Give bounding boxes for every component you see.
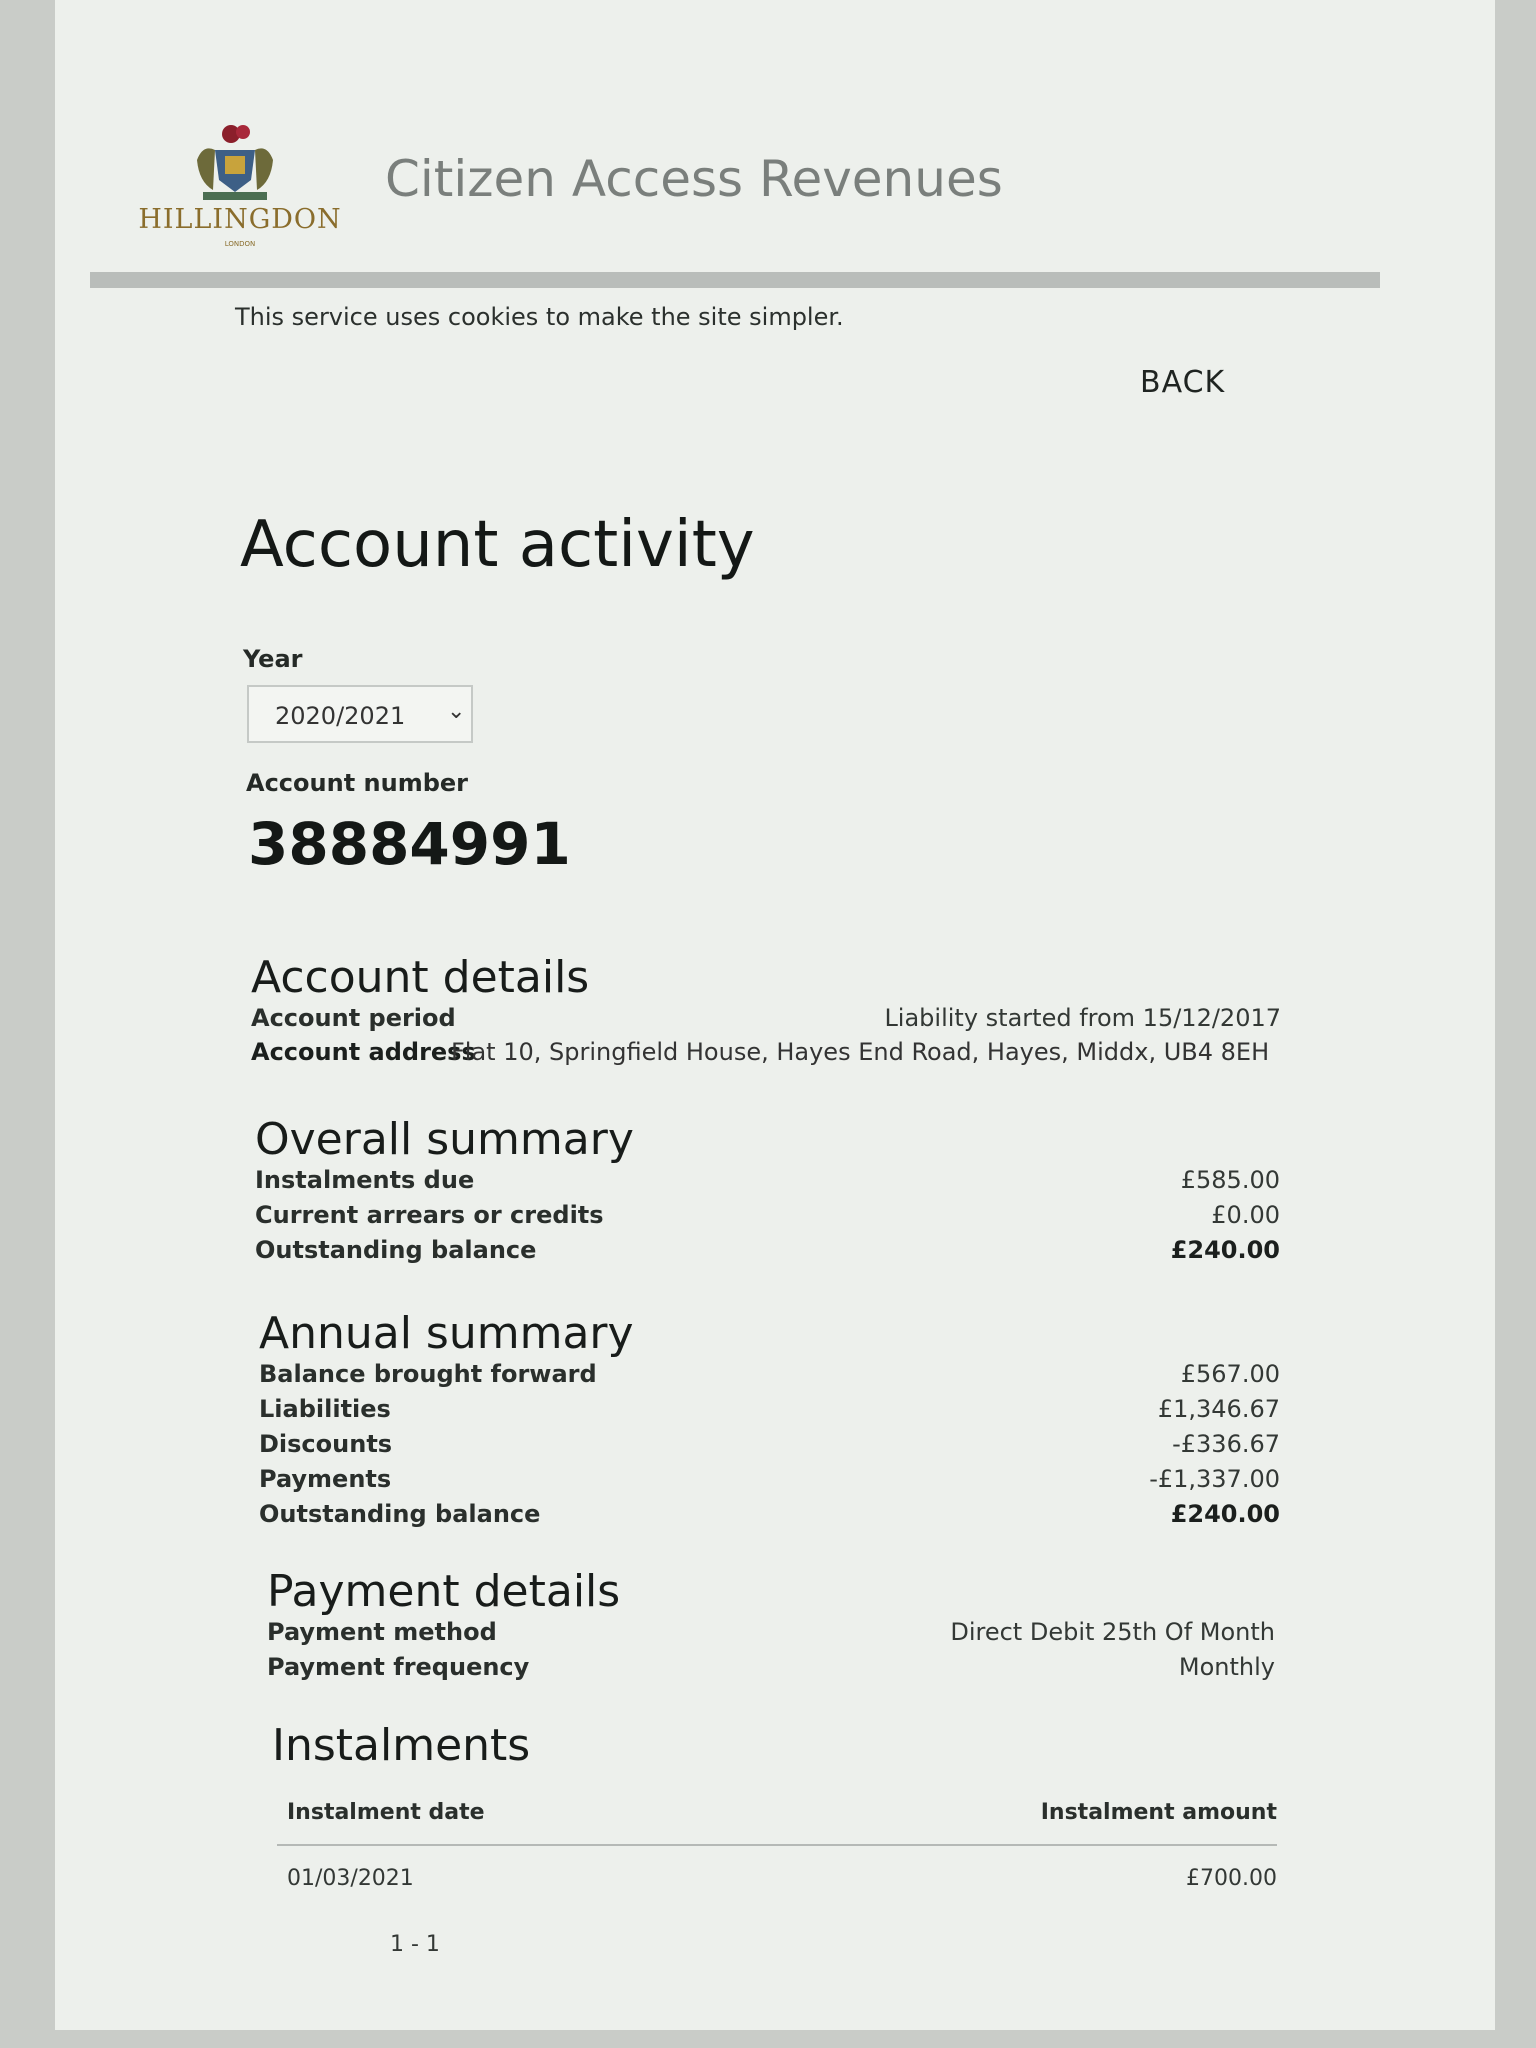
annual-row: [259, 1430, 1280, 1465]
annual-row: [259, 1465, 1280, 1500]
instalment-date: 01/03/2021: [287, 1866, 414, 1891]
summary-label: Instalments due: [255, 1166, 475, 1194]
annual-label: Balance brought forward: [259, 1360, 597, 1388]
annual-value: -£336.67: [1172, 1430, 1280, 1458]
instalments-section: [272, 1720, 1272, 1772]
summary-row: [255, 1166, 1280, 1201]
instalment-amount: £700.00: [1186, 1866, 1277, 1891]
table-divider: [277, 1844, 1277, 1846]
annual-value: -£1,337.00: [1149, 1465, 1280, 1493]
account-details-section: [251, 952, 1281, 1073]
account-number: 38884991: [248, 810, 571, 878]
annual-label: Payments: [259, 1465, 392, 1493]
payment-row: [267, 1653, 1275, 1688]
payment-label: Payment frequency: [267, 1653, 530, 1681]
annual-row: [259, 1395, 1280, 1430]
payment-row: [267, 1618, 1275, 1653]
summary-value: £0.00: [1211, 1201, 1280, 1229]
account-address-value: Flat 10, Springfield House, Hayes End Road, Hayes, Middx, UB4 8EH: [451, 1038, 1270, 1066]
hillingdon-logo[interactable]: [125, 120, 355, 250]
overall-summary-section: [255, 1114, 1280, 1271]
header-divider: [90, 272, 1380, 288]
annual-value: £1,346.67: [1157, 1395, 1280, 1423]
account-details-title: Account details: [251, 952, 590, 1003]
annual-row: [259, 1500, 1280, 1535]
annual-value: £240.00: [1170, 1500, 1280, 1528]
summary-value: £585.00: [1180, 1166, 1280, 1194]
cookie-notice: This service uses cookies to make the site simpler.: [235, 303, 844, 331]
annual-label: Outstanding balance: [259, 1500, 541, 1528]
page: [55, 0, 1495, 2030]
page-title: Account activity: [240, 508, 755, 582]
year-selected-value: 2020/2021: [275, 702, 406, 730]
overall-summary-title: Overall summary: [255, 1114, 634, 1165]
payment-label: Payment method: [267, 1618, 497, 1646]
brand-sub: LONDON: [224, 240, 256, 248]
year-select[interactable]: [247, 685, 473, 743]
payment-value: Direct Debit 25th Of Month: [950, 1618, 1275, 1646]
chevron-down-icon: ⌄: [447, 699, 466, 724]
account-period-label: Account period: [251, 1004, 456, 1032]
account-period-row: [251, 1004, 1281, 1038]
instalments-title: Instalments: [272, 1720, 531, 1771]
summary-row: [255, 1201, 1280, 1236]
annual-value: £567.00: [1180, 1360, 1280, 1388]
annual-label: Liabilities: [259, 1395, 391, 1423]
account-address-label: Account address: [251, 1038, 476, 1066]
pagination-info: 1 - 1: [390, 1932, 440, 1957]
payment-value: Monthly: [1178, 1653, 1275, 1681]
annual-summary-title: Annual summary: [259, 1308, 634, 1359]
app-title: Citizen Access Revenues: [385, 150, 1003, 208]
back-link[interactable]: BACK: [1140, 365, 1226, 400]
annual-row: [259, 1360, 1280, 1395]
payment-details-section: [267, 1566, 1275, 1688]
year-label: Year: [243, 645, 303, 673]
brand-name: HILLINGDON: [138, 204, 342, 235]
summary-label: Current arrears or credits: [255, 1201, 604, 1229]
summary-row: [255, 1236, 1280, 1271]
summary-label: Outstanding balance: [255, 1236, 537, 1264]
summary-value: £240.00: [1170, 1236, 1280, 1264]
account-period-value: Liability started from 15/12/2017: [884, 1004, 1281, 1032]
column-header[interactable]: Instalment date: [287, 1800, 485, 1825]
coat-of-arms-icon: [185, 120, 285, 202]
account-address-row: [251, 1038, 1281, 1073]
annual-summary-section: [259, 1308, 1280, 1535]
column-header[interactable]: Instalment amount: [1040, 1800, 1277, 1825]
annual-label: Discounts: [259, 1430, 393, 1458]
payment-details-title: Payment details: [267, 1566, 621, 1617]
account-number-label: Account number: [246, 769, 468, 797]
